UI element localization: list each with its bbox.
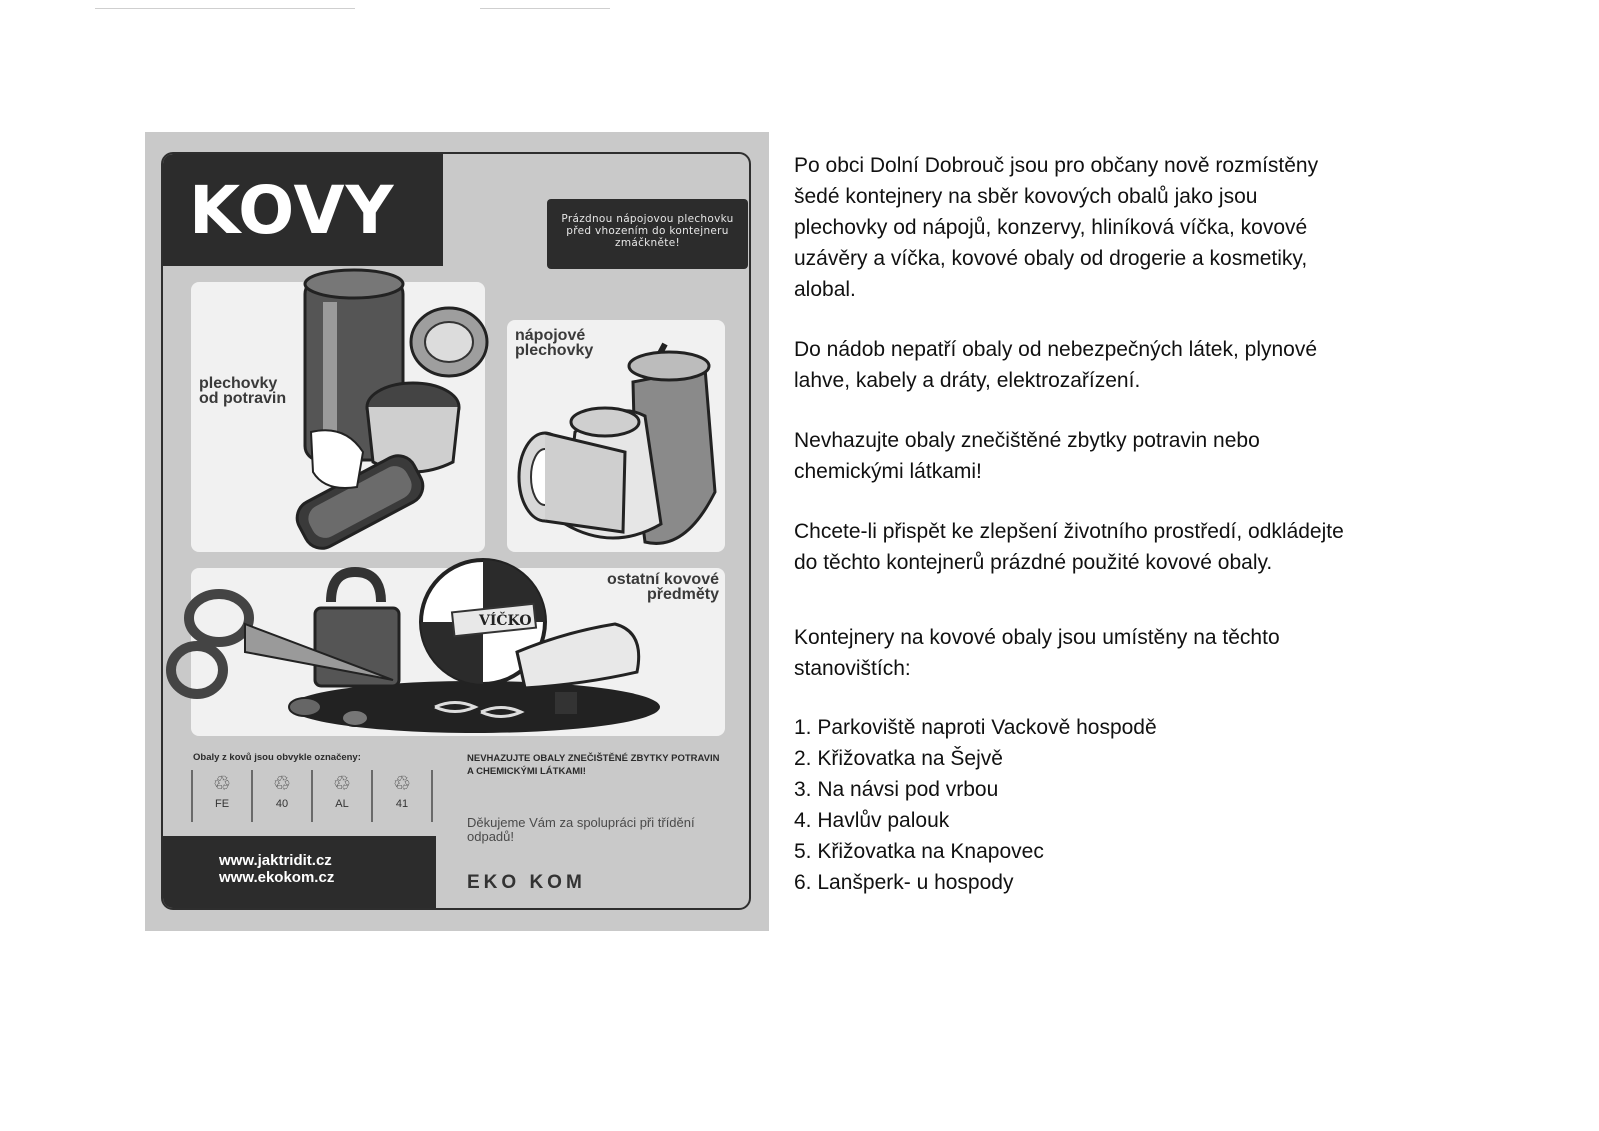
recycle-icon: ♲ (333, 771, 351, 795)
info-text (794, 150, 1354, 898)
label-drink-cans: nápojové plechovky (515, 327, 594, 359)
recycle-icon: ♲ (393, 771, 411, 795)
list-item: 2. Křižovatka na Šejvě (794, 747, 1003, 770)
mark-code: 40 (275, 798, 289, 810)
mark-code: FE (214, 798, 230, 810)
recycle-mark-al (311, 770, 371, 822)
recycle-mark-fe (191, 770, 251, 822)
not-allowed-paragraph: Do nádob nepatří obaly od nebezpečných látek, plynové lahve, kabely a dráty, elektrozařízení. (794, 338, 1318, 392)
other-metal-illustration (171, 560, 660, 733)
list-item: 1. Parkoviště naproti Vackově hospodě (794, 716, 1157, 739)
link-ekokom[interactable]: www.ekokom.cz (219, 869, 335, 886)
ekokom-logo: EKO KOM (467, 872, 586, 893)
recycle-icon: ♲ (213, 771, 231, 795)
appeal-paragraph: Chcete-li přispět ke zlepšení životního prostředí, odkládejte do těchto kontejnerů prázdné použité kovové obaly. (794, 520, 1344, 574)
scan-artifact-line (95, 8, 355, 9)
recycle-mark-40 (251, 770, 311, 822)
list-item: 3. Na návsi pod vrbou (794, 778, 999, 801)
url-box (163, 836, 436, 908)
recycle-icon: ♲ (273, 771, 291, 795)
list-item: 5. Křižovatka na Knapovec (794, 840, 1044, 863)
mark-code: 41 (395, 798, 409, 810)
label-food-cans: plechovky od potravin (199, 375, 287, 407)
locations-list (794, 712, 1354, 898)
lid-label: VÍČKO (479, 613, 532, 629)
intro-paragraph: Po obci Dolní Dobrouč jsou pro občany nově rozmístěny šedé kontejnery na sběr kovových obalů jako jsou plechovky od nápojů, konzervy, hliníková víčka, kovové uzávěry a víčka, kovové obaly od drogerie a kosmetiky, alobal. (794, 154, 1319, 301)
list-item: 6. Lanšperk- u hospody (794, 871, 1014, 894)
scan-artifact-line (480, 8, 610, 9)
mark-code: AL (335, 798, 349, 810)
recycling-marks (191, 770, 437, 822)
thanks-note: Děkujeme Vám za spolupráci při třídění odpadů! (467, 815, 695, 844)
recycling-marks-title: Obaly z kovů jsou obvykle označeny: (193, 752, 361, 763)
contaminated-paragraph: Nevhazujte obaly znečištěné zbytky potravin nebo chemickými látkami! (794, 429, 1260, 483)
metal-waste-illustration (145, 132, 769, 742)
food-can-illustration (291, 270, 487, 555)
drink-cans-illustration (519, 344, 715, 543)
label-other-metal: ostatní kovové předměty (606, 571, 719, 603)
recycle-mark-41 (371, 770, 433, 822)
poster-title: KOVY (189, 172, 395, 249)
link-jaktridit[interactable]: www.jaktridit.cz (219, 852, 332, 869)
contamination-warning: NEVHAZUJTE OBALY ZNEČIŠTĚNÉ ZBYTKY POTRAVIN A CHEMICKÝMI LÁTKAMI! (467, 753, 720, 777)
tip-box: Prázdnou nápojovou plechovku před vhozením do kontejneru zmáčkněte! (547, 199, 748, 269)
kovy-poster (145, 132, 769, 931)
list-item: 4. Havlův palouk (794, 809, 950, 832)
locations-heading: Kontejnery na kovové obaly jsou umístěny na těchto stanovištích: (794, 626, 1280, 680)
